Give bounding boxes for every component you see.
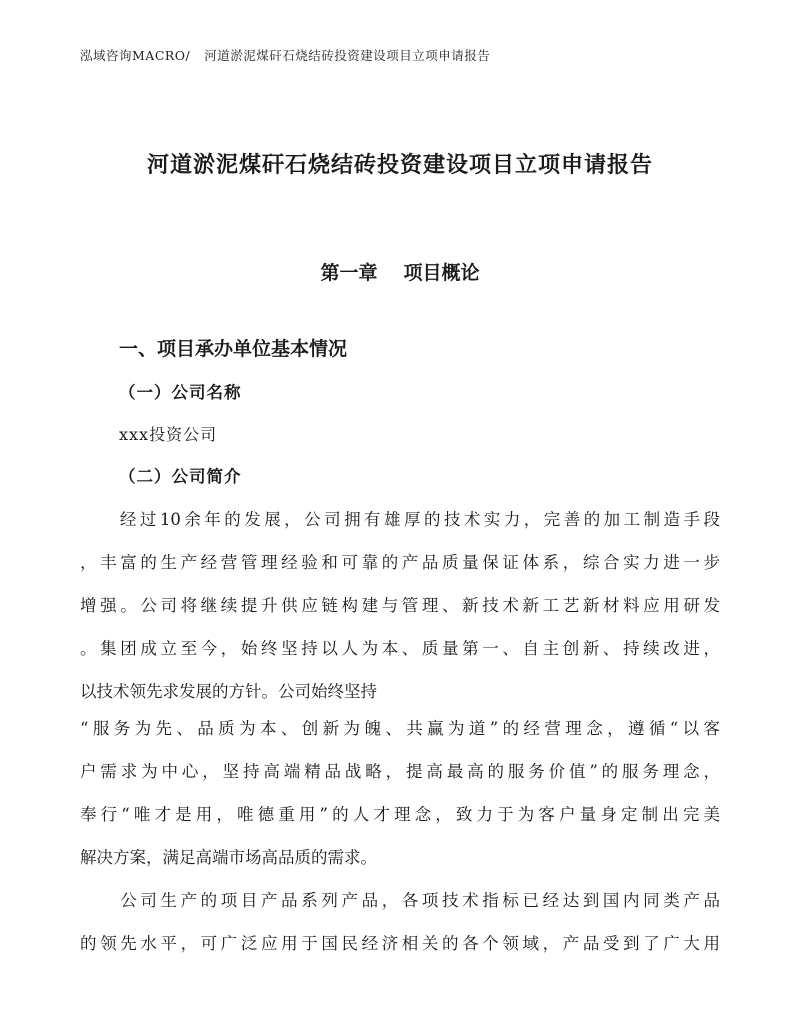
document-title: 河道淤泥煤矸石烧结砖投资建设项目立项申请报告: [146, 153, 653, 178]
subsection-company-name-heading: （一）公司名称: [119, 383, 242, 402]
chapter-number: 第一章: [320, 262, 378, 284]
paragraph-line: 奉行“唯才是用，唯德重用”的人才理念，致力于为客户量身定制出完美: [80, 805, 720, 824]
subsection-company-intro-heading: （二）公司简介: [119, 467, 242, 486]
section-heading: 一、项目承办单位基本情况: [119, 338, 348, 360]
page-header: [80, 46, 490, 64]
paragraph-line: 户需求为中心，坚持高端精品战略，提高最高的服务价值”的服务理念，: [80, 762, 720, 781]
paragraph-line: 解决方案，满足高端市场高品质的需求。: [80, 848, 377, 867]
chapter-heading: [0, 258, 800, 285]
header-title: 河道淤泥煤矸石烧结砖投资建设项目立项申请报告: [204, 48, 491, 63]
paragraph-line: 公司生产的项目产品系列产品，各项技术指标已经达到国内同类产品: [80, 891, 720, 910]
paragraph-line: 经过10余年的发展，公司拥有雄厚的技术实力，完善的加工制造手段: [80, 510, 720, 529]
company-name-text: xxx投资公司: [119, 425, 218, 444]
paragraph-line: 的领先水平，可广泛应用于国民经济相关的各个领域，产品受到了广大用: [80, 934, 720, 953]
paragraph-line: ，丰富的生产经营管理经验和可靠的产品质量保证体系，综合实力进一步: [80, 553, 720, 572]
paragraph-line: 以技术领先求发展的方针。公司始终坚持: [80, 682, 377, 701]
paragraph-line: 。集团成立至今，始终坚持以人为本、质量第一、自主创新、持续改进，: [80, 639, 720, 658]
paragraph-line: “服务为先、品质为本、创新为魄、共赢为道”的经营理念，遵循“以客: [80, 719, 720, 738]
header-company: 泓域咨询MACRO/: [80, 48, 191, 63]
chapter-name: 项目概论: [403, 262, 480, 284]
paragraph-line: 增强。公司将继续提升供应链构建与管理、新技术新工艺新材料应用研发: [80, 596, 720, 615]
